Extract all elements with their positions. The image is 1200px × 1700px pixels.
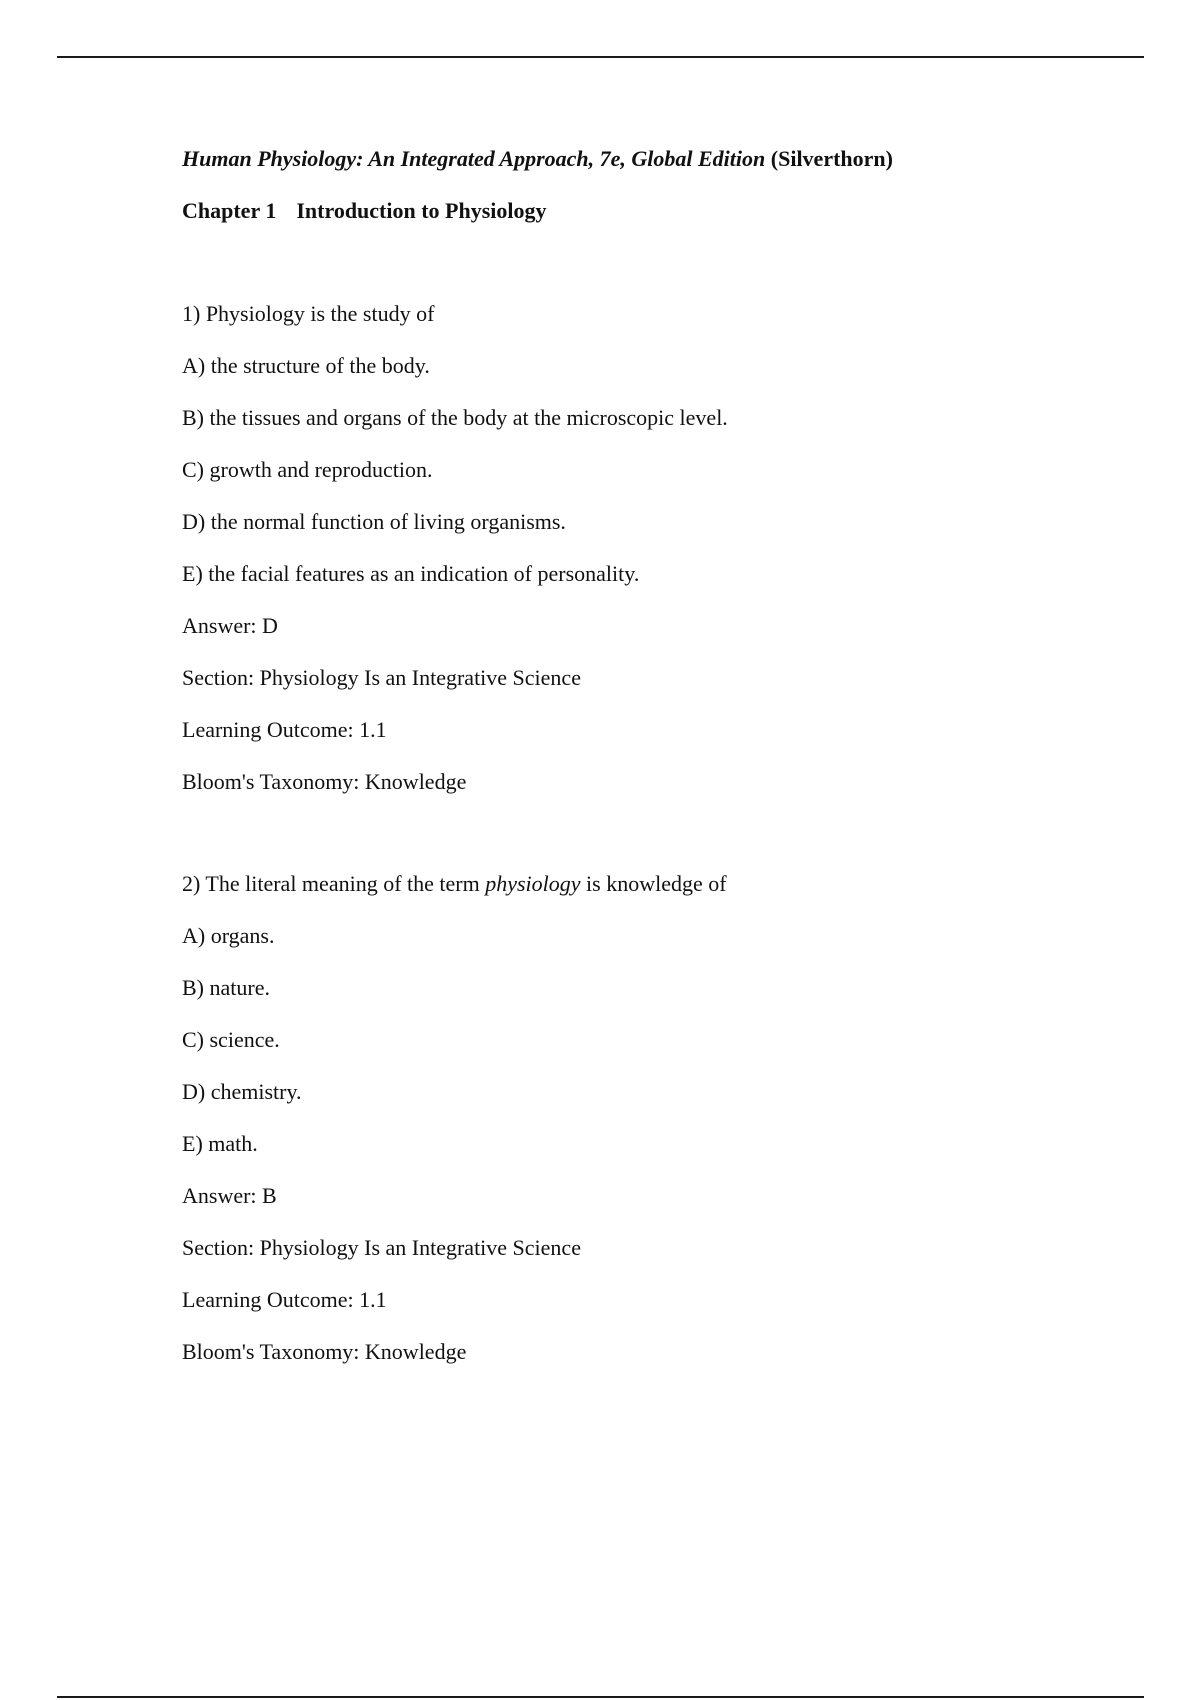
- option-c: C) science.: [182, 1027, 280, 1052]
- option-a: A) organs.: [182, 923, 275, 948]
- chapter-heading: [182, 198, 1082, 224]
- top-rule: [57, 56, 1144, 58]
- blooms-taxonomy-line: Bloom's Taxonomy: Knowledge: [182, 1339, 467, 1364]
- stem-term: physiology: [485, 871, 581, 896]
- section-line: Section: Physiology Is an Integrative Science: [182, 1235, 581, 1260]
- bottom-rule: [57, 1696, 1144, 1698]
- option-a: A) the structure of the body.: [182, 353, 430, 378]
- option-d: D) the normal function of living organisms.: [182, 509, 566, 534]
- blooms-taxonomy-line: Bloom's Taxonomy: Knowledge: [182, 769, 467, 794]
- question-block-1: [182, 301, 1082, 795]
- document-title: [182, 146, 1082, 172]
- option-e: E) math.: [182, 1131, 258, 1156]
- stem-text-before: 2) The literal meaning of the term: [182, 871, 486, 896]
- author-name: (Silverthorn): [770, 146, 893, 171]
- option-e: E) the facial features as an indication of personality.: [182, 561, 640, 586]
- chapter-label: Chapter 1: [182, 198, 277, 223]
- option-b: B) the tissues and organs of the body at the microscopic level.: [182, 405, 728, 430]
- stem-text-after: is knowledge of: [580, 871, 727, 896]
- document-body: [182, 146, 1082, 1365]
- answer-line: Answer: D: [182, 613, 278, 638]
- option-c: C) growth and reproduction.: [182, 457, 433, 482]
- section-line: Section: Physiology Is an Integrative Science: [182, 665, 581, 690]
- answer-line: Answer: B: [182, 1183, 277, 1208]
- question-block-2: [182, 871, 1082, 1365]
- learning-outcome-line: Learning Outcome: 1.1: [182, 1287, 387, 1312]
- option-b: B) nature.: [182, 975, 270, 1000]
- question-stem: 1) Physiology is the study of: [182, 301, 435, 326]
- question-stem: [182, 871, 1082, 897]
- chapter-title: Introduction to Physiology: [296, 198, 547, 223]
- learning-outcome-line: Learning Outcome: 1.1: [182, 717, 387, 742]
- book-title: Human Physiology: An Integrated Approach, 7e, Global Edition: [182, 146, 766, 171]
- option-d: D) chemistry.: [182, 1079, 302, 1104]
